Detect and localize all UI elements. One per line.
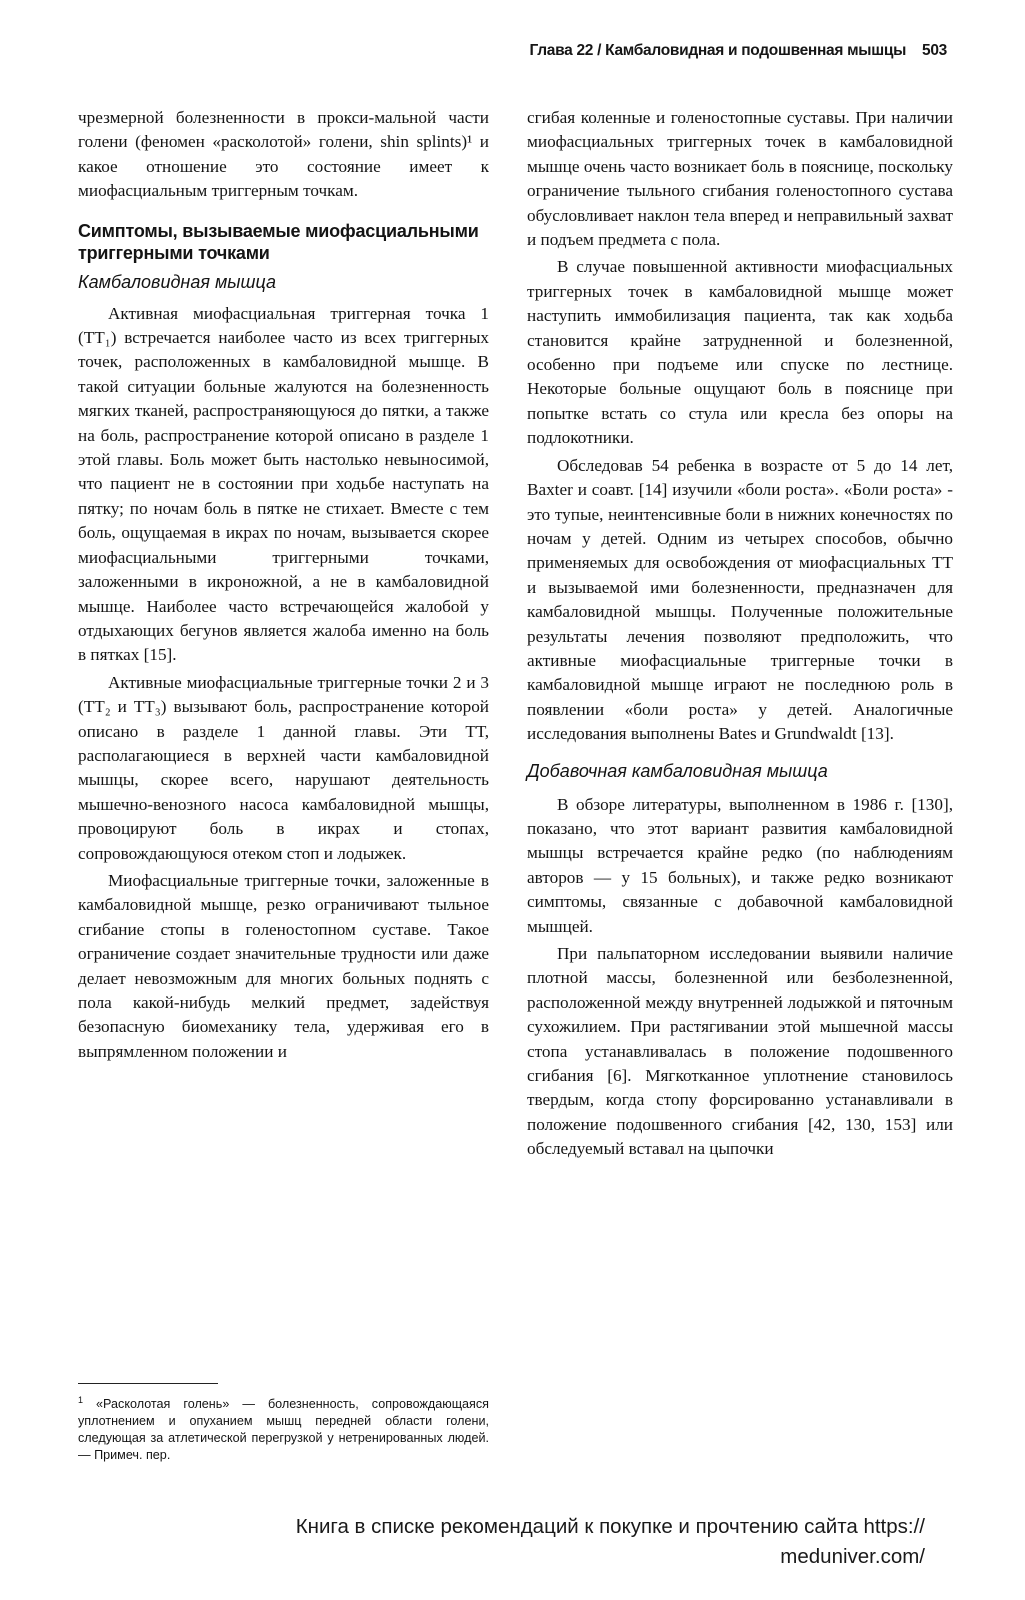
- paragraph: чрезмерной болезненности в прокси-мальной части голени (феномен «расколотой» голени, shin splints)¹ и какое отношение это состояние имеет к миофасциальным триггерным точкам.: [78, 108, 489, 201]
- page-number: 503: [922, 42, 947, 59]
- subsection-heading: Камбаловидная мышца: [78, 271, 276, 292]
- paragraph: Миофасциальные триггерные точки, заложенные в камбаловидной мышце, резко ограничивают тыльное сгибание стопы в голеностопном суставе. Такое ограничение создает значительные трудности или даже делает невозможным для многих больных поднять с пола какой-нибудь мелкий предмет, задействуя безопасную биомеханику тела, удерживая его в выпрямленном положении и: [78, 870, 489, 1061]
- footnote-divider: [78, 1383, 218, 1384]
- footnote-text: «Расколотая голень» — болезненность, сопровождающаяся уплотнением и опуханием мышц передней области голени, следующая за атлетической перегрузкой у нетренированных людей. — Примеч. пер.: [78, 1397, 489, 1462]
- paragraph: Обследовав 54 ребенка в возрасте от 5 до 14 лет, Baxter и соавт. [14] изучили «боли роста». «Боли роста» - это тупые, неинтенсивные боли в нижних конечностях по ночам у детей. Одним из четырех способов, обычно применяемых для освобождения от миофасциальных ТТ и вызываемой ими болезненности, предназначен для камбаловидной мышцы. Полученные положительные результаты лечения позволяют предположить, что активные миофасциальные триггерные точки в камбаловидной мышце играют не последнюю роль в появлении «боли роста» у детей. Аналогичные исследования выполнены Bates и Grundwaldt [13].: [527, 455, 953, 744]
- paragraph: В обзоре литературы, выполненном в 1986 г. [130], показано, что этот вариант развития камбаловидной мышцы встречается крайне редко (по наблюдениям авторов — у 15 больных), и также редко возникают симптомы, связанные с добавочной камбаловидной мышцей.: [527, 794, 953, 936]
- chapter-title: Глава 22 / Камбаловидная и подошвенная мышцы: [529, 42, 907, 59]
- footnote-marker: 1: [78, 1395, 84, 1405]
- paragraph: Активная миофасциальная триггерная точка 1 (ТТ₁) встречается наиболее часто из всех триггерных точек, расположенных в камбаловидной мышце. В такой ситуации больные жалуются на болезненность мягких тканей, распространяющуюся до пятки, а также на боль, распространение которой описано в разделе 1 этой главы. Боль может быть настолько невыносимой, что пациент не в состоянии при ходьбе наступать на пятку; по ночам боль в пятке не стихает. Вместе с тем боль, ощущаемая в икрах по ночам, вызывается скорее миофасциальными триггерными точками, заложенными в икроножной, а не в камбаловидной мышце. Наиболее часто встречающейся жалобой у отдыхающих бегунов является жалоба именно на боль в пятках [15].: [78, 303, 489, 665]
- subsection-heading: Добавочная камбаловидная мышца: [527, 760, 828, 781]
- paragraph: сгибая коленные и голеностопные суставы. При наличии миофасциальных триггерных точек в камбаловидной мышце очень часто возникает боль в пояснице, поскольку ограничение тыльного сгибания голеностопного сустава обусловливает наклон тела вперед и неправильный захват и подъем предмета с пола.: [527, 108, 953, 250]
- running-head: [530, 42, 947, 60]
- paragraph: В случае повышенной активности миофасциальных триггерных точек в камбаловидной мышце может наступить иммобилизация пациента, так как ходьба становится крайне затрудненной и болезненной, особенно при подъеме или спуске по лестнице. Некоторые больные ощущают боль в пояснице при попытке встать со стула или кресла без опоры на подлокотники.: [527, 257, 953, 448]
- site-watermark: [296, 1512, 925, 1572]
- paragraph: При пальпаторном исследовании выявили наличие плотной массы, болезненной или безболезненной, расположенной между внутренней лодыжкой и пяточным сухожилием. При растягивании этой мышечной массы стопа устанавливалась в положение подошвенного сгибания [6]. Мягкотканное уплотнение становилось твердым, когда стопу форсированно устанавливали в положение подошвенного сгибания [42, 130, 153] или обследуемый вставал на цыпочки: [527, 944, 953, 1159]
- watermark-line: meduniver.com/: [780, 1545, 925, 1568]
- footnote: [78, 1392, 489, 1463]
- right-column: [527, 106, 953, 1165]
- left-column: [78, 106, 489, 1067]
- paragraph: Активные миофасциальные триггерные точки 2 и 3 (ТТ₂ и ТТ₃) вызывают боль, распространение которой описано в разделе 1 данной главы. Эти ТТ, располагающиеся в верхней части камбаловидной мышцы, скорее всего, нарушают деятельность мышечно-венозного насоса камбаловидной мышцы, провоцируют боль в икрах и стопах, сопровождающуюся отеком стоп и лодыжек.: [78, 672, 489, 863]
- section-heading: Симптомы, вызываемые миофасциальными триггерными точками: [78, 220, 479, 263]
- watermark-line: Книга в списке рекомендаций к покупке и прочтению сайта https://: [295, 1515, 925, 1538]
